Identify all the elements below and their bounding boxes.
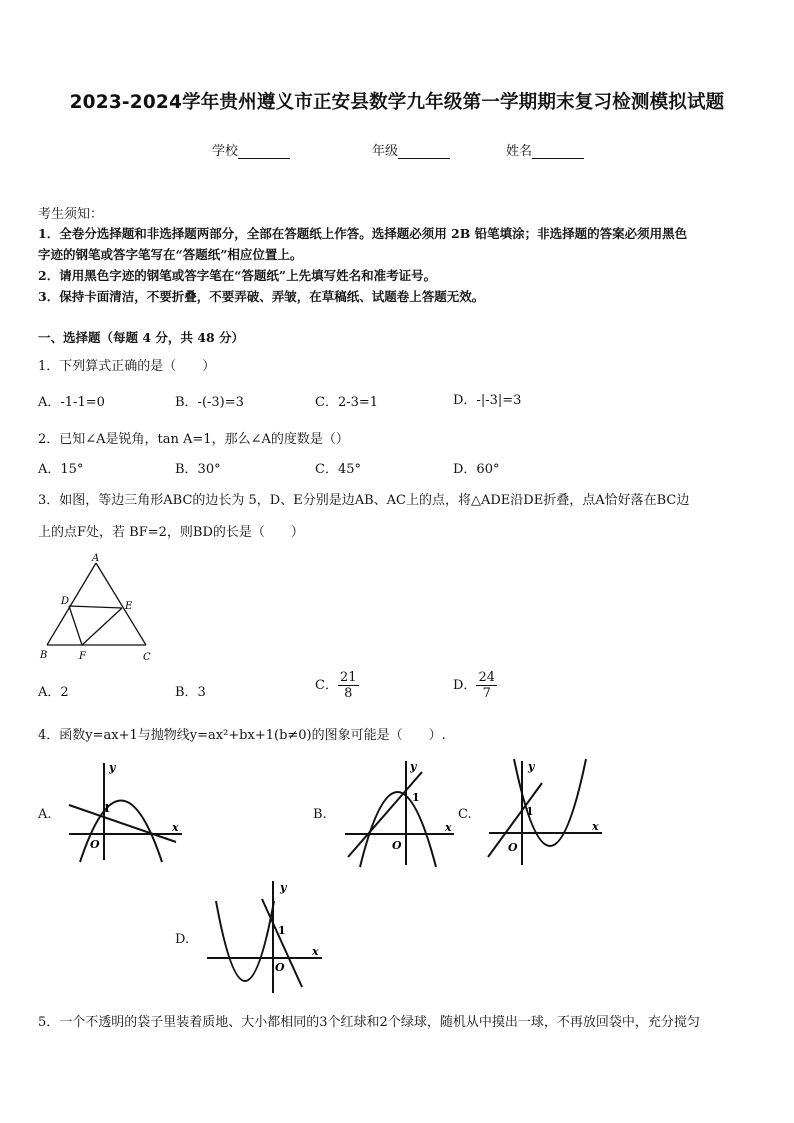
label-d: D [61, 596, 70, 607]
notice-item-1b: 字迹的钢笔或答字笔写在“答题纸”相应位置上。 [38, 247, 303, 262]
fraction [476, 670, 497, 701]
denominator: 8 [344, 686, 353, 701]
name-label: 姓名 [506, 144, 533, 159]
label-b: B [40, 650, 48, 661]
q5-stem: 5．一个不透明的袋子里装着质地、大小都相同的3个红球和2个绿球，随机从中摸出一球，不再放回袋中，充分搅匀 [38, 1015, 700, 1030]
notice-item-3: 3．保持卡面清洁，不要折叠，不要弄破、弄皱，在草稿纸、试题卷上答题无效。 [38, 289, 485, 304]
q2-option-d[interactable]: D．60° [453, 462, 500, 477]
denominator: 7 [482, 686, 491, 701]
origin-label: O [508, 841, 518, 854]
school-label: 学校 [212, 144, 239, 159]
grade-blank[interactable] [398, 145, 450, 159]
axis-x-label: x [592, 820, 599, 833]
intercept-label: 1 [278, 924, 286, 937]
q4-stem: 4．函数y=ax+1与抛物线y=ax²+bx+1(b≠0)的图象可能是（ ）. [38, 728, 446, 743]
q3-stem-line2: 上的点F处，若 BF=2，则BD的长是（ ） [38, 525, 304, 540]
section-heading: 一、选择题（每题 4 分，共 48 分） [38, 330, 245, 345]
q4-graph-a [64, 757, 186, 865]
numerator: 21 [339, 670, 357, 685]
intercept-label: 1 [103, 802, 111, 815]
q3-triangle-figure [36, 550, 166, 668]
axis-y-label: y [528, 760, 535, 773]
q4-graph-d [204, 877, 326, 995]
grade-label: 年级 [372, 144, 399, 159]
intercept-label: 1 [412, 791, 420, 804]
q3-option-b[interactable]: B．3 [175, 685, 206, 700]
axis-y-label: y [109, 761, 116, 774]
page-title: 2023-2024学年贵州遵义市正安县数学九年级第一学期期末复习检测模拟试题 [69, 92, 725, 113]
q2-option-c[interactable]: C．45° [315, 462, 361, 477]
name-blank[interactable] [532, 145, 584, 159]
q3-option-c-prefix: C． [315, 678, 338, 693]
q2-option-b[interactable]: B．30° [175, 462, 221, 477]
label-a: A [92, 553, 100, 564]
q1-option-a[interactable]: A．-1-1=0 [38, 395, 105, 410]
q4-graph-c [484, 757, 606, 869]
q2-stem: 2．已知∠A是锐角，tan A=1，那么∠A的度数是（） [38, 432, 349, 447]
q4-option-c[interactable]: C. [458, 807, 472, 822]
name-field[interactable] [506, 140, 584, 159]
notice-heading: 考生须知： [38, 207, 104, 222]
q4-option-d[interactable]: D. [175, 932, 190, 947]
school-field[interactable] [212, 140, 290, 159]
q1-option-d[interactable]: D．-|-3|=3 [453, 393, 522, 408]
q1-option-c[interactable]: C．2-3=1 [315, 395, 379, 410]
axis-x-label: x [312, 945, 319, 958]
axis-y-label: y [280, 881, 287, 894]
numerator: 24 [478, 670, 495, 685]
q1-stem: 1．下列算式正确的是（ ） [38, 359, 216, 374]
q3-option-a[interactable]: A．2 [38, 685, 69, 700]
label-e: E [125, 601, 133, 612]
q3-option-d-prefix: D． [453, 678, 477, 693]
origin-label: O [90, 838, 100, 851]
q2-option-a[interactable]: A．15° [38, 462, 84, 477]
q1-option-b[interactable]: B．-(-3)=3 [175, 395, 244, 410]
grade-field[interactable] [372, 140, 450, 159]
axis-x-label: x [445, 821, 452, 834]
notice-item-2: 2．请用黑色字迹的钢笔或答字笔在“答题纸”上先填写姓名和准考证号。 [38, 268, 437, 283]
q4-option-b[interactable]: B. [313, 807, 327, 822]
label-f: F [79, 651, 86, 662]
origin-label: O [392, 839, 402, 852]
q3-stem-line1: 3．如图，等边三角形ABC的边长为 5，D、E分别是边AB、AC上的点，将△ADE沿DE折叠，点A恰好落在BC边 [38, 493, 690, 508]
axis-y-label: y [410, 760, 417, 773]
fraction [338, 670, 359, 701]
q4-graph-b [340, 757, 458, 869]
notice-item-1a: 1．全卷分选择题和非选择题两部分，全部在答题纸上作答。选择题必须用 2B 铅笔填涂；非选择题的答案必须用黑色 [38, 226, 688, 241]
origin-label: O [275, 961, 285, 974]
q3-option-d[interactable] [453, 670, 497, 701]
label-c: C [143, 652, 151, 663]
q4-option-a[interactable]: A. [38, 807, 52, 822]
school-blank[interactable] [238, 145, 290, 159]
q3-option-c[interactable] [315, 670, 359, 701]
axis-x-label: x [172, 821, 179, 834]
intercept-label: 1 [526, 805, 534, 818]
